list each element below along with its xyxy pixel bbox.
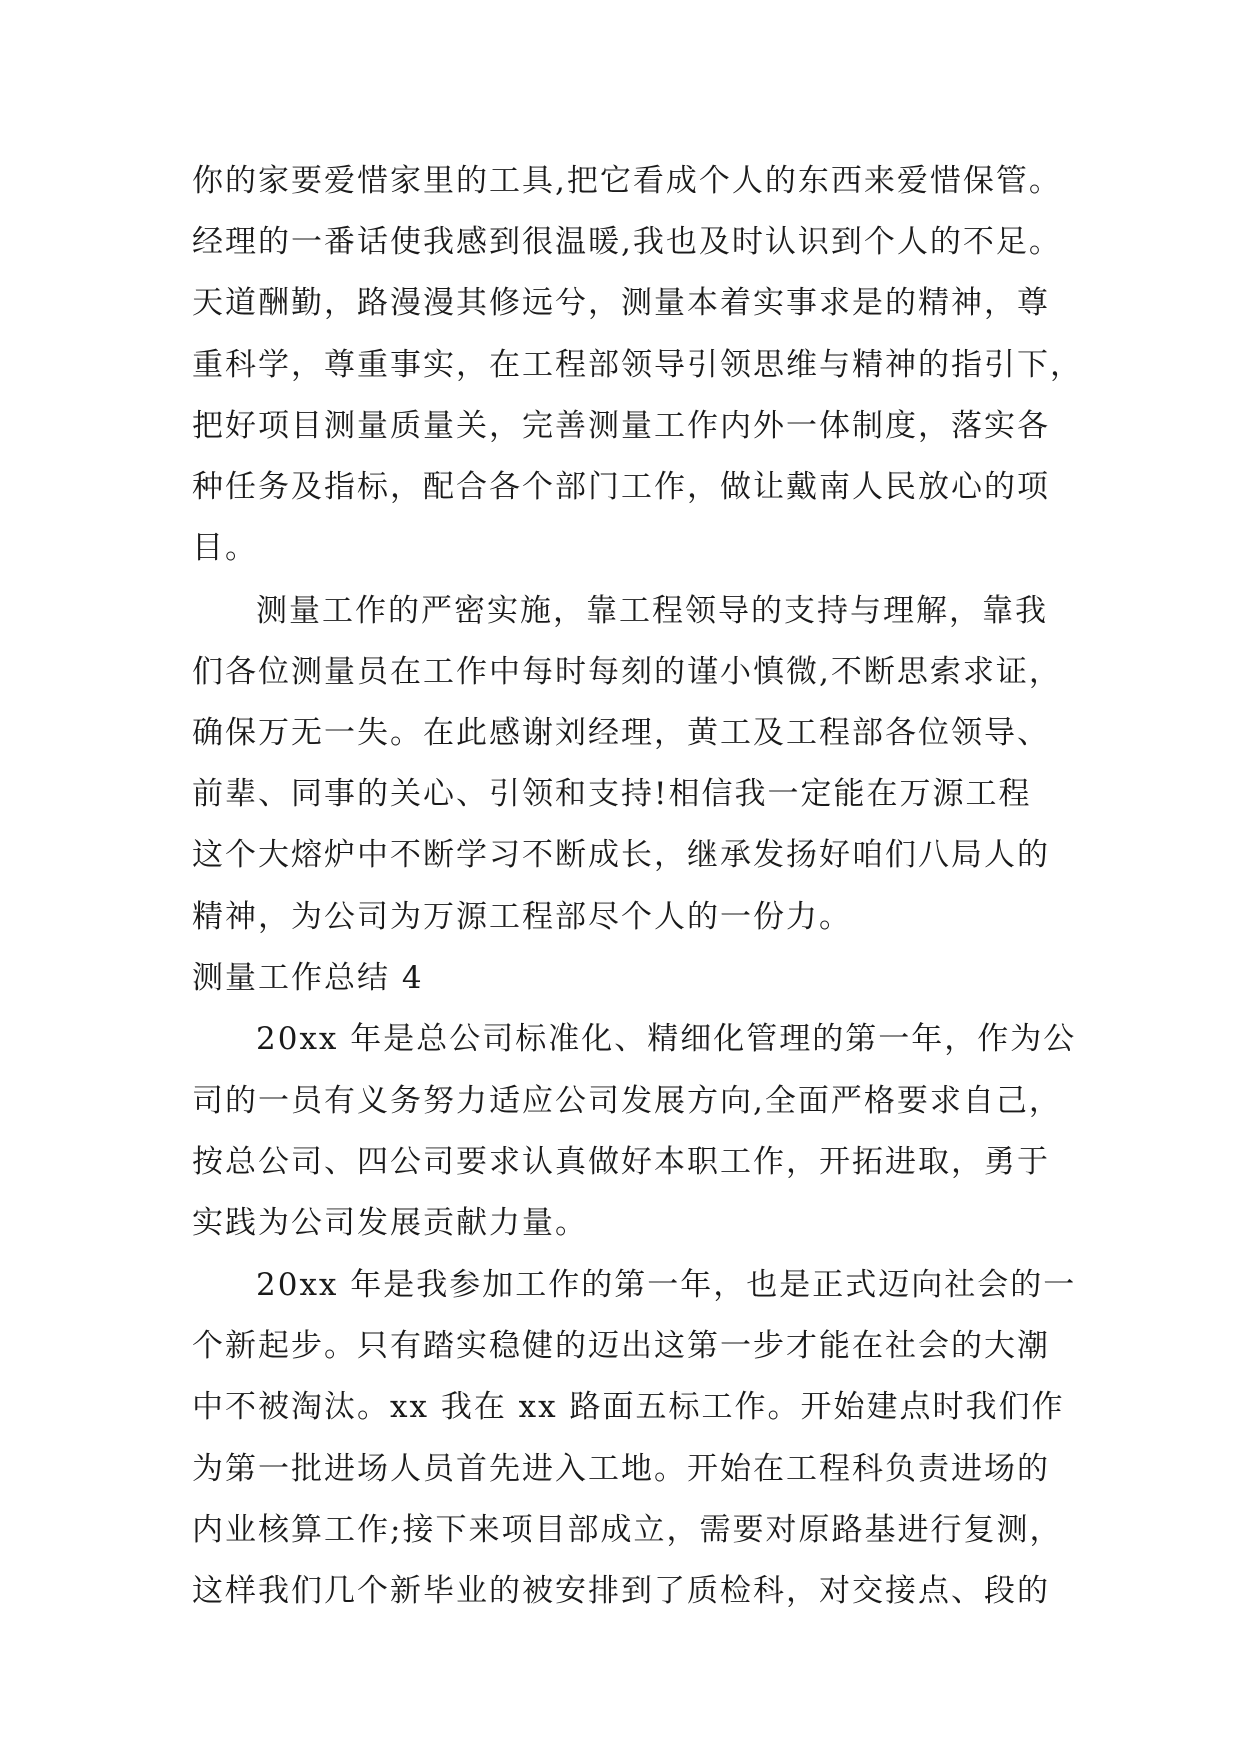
text-line: 为第一批进场人员首先进入工地。开始在工程科负责进场的 bbox=[192, 1451, 1050, 1487]
text-line: 种任务及指标，配合各个部门工作，做让戴南人民放心的项 bbox=[192, 469, 1050, 505]
text-line: 确保万无一失。在此感谢刘经理，黄工及工程部各位领导、 bbox=[192, 715, 1050, 751]
text-line: 把好项目测量质量关，完善测量工作内外一体制度，落实各 bbox=[192, 408, 1050, 444]
text-line: 经理的一番话使我感到很温暖,我也及时认识到个人的不足。 bbox=[192, 224, 1062, 260]
text-line: 你的家要爱惜家里的工具,把它看成个人的东西来爱惜保管。 bbox=[192, 163, 1062, 199]
text-line: 这个大熔炉中不断学习不断成长，继承发扬好咱们八局人的 bbox=[192, 837, 1050, 873]
text-line: 内业核算工作;接下来项目部成立，需要对原路基进行复测， bbox=[192, 1512, 1063, 1548]
text-line: 20xx 年是我参加工作的第一年，也是正式迈向社会的一 bbox=[256, 1267, 1077, 1303]
text-line: 前辈、同事的关心、引领和支持!相信我一定能在万源工程 bbox=[192, 776, 1032, 812]
text-line: 按总公司、四公司要求认真做好本职工作，开拓进取，勇于 bbox=[192, 1144, 1050, 1180]
text-line: 20xx 年是总公司标准化、精细化管理的第一年，作为公 bbox=[256, 1021, 1077, 1057]
text-line: 测量工作的严密实施，靠工程领导的支持与理解，靠我 bbox=[256, 593, 1048, 629]
text-line: 司的一员有义务努力适应公司发展方向,全面严格要求自己， bbox=[192, 1083, 1062, 1119]
text-line: 实践为公司发展贡献力量。 bbox=[192, 1205, 588, 1241]
text-line: 们各位测量员在工作中每时每刻的谨小慎微,不断思索求证， bbox=[192, 654, 1062, 690]
text-line: 精神，为公司为万源工程部尽个人的一份力。 bbox=[192, 899, 852, 935]
text-line: 中不被淘汰。xx 我在 xx 路面五标工作。开始建点时我们作 bbox=[192, 1389, 1065, 1425]
text-line: 这样我们几个新毕业的被安排到了质检科，对交接点、段的 bbox=[192, 1573, 1050, 1609]
text-line: 天道酬勤，路漫漫其修远兮，测量本着实事求是的精神，尊 bbox=[192, 285, 1050, 321]
text-line: 重科学，尊重事实，在工程部领导引领思维与精神的指引下， bbox=[192, 347, 1083, 383]
section-heading: 测量工作总结 4 bbox=[192, 960, 424, 996]
text-line: 目。 bbox=[192, 530, 258, 566]
text-line: 个新起步。只有踏实稳健的迈出这第一步才能在社会的大潮 bbox=[192, 1328, 1050, 1364]
